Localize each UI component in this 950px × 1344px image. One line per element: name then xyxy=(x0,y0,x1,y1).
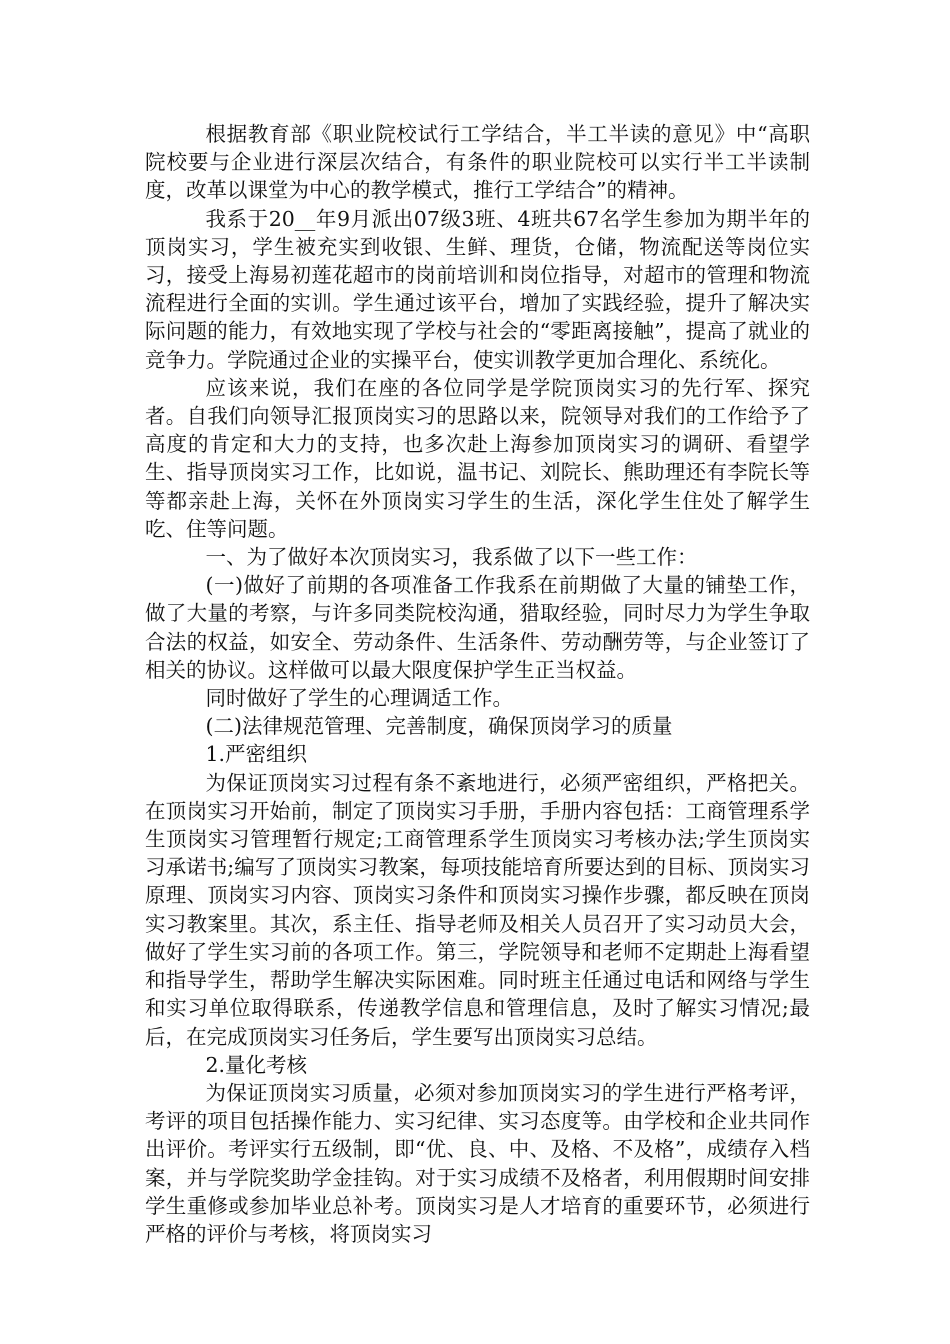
subsection-heading-2: (二)法律规范管理、完善制度，确保顶岗学习的质量 xyxy=(205,714,673,739)
document-body xyxy=(145,120,810,1248)
item-heading-organization: 1.严密组织 xyxy=(205,742,308,767)
section-heading-1: 一、为了做好本次顶岗实习，我系做了以下一些工作： xyxy=(205,545,698,570)
paragraph-assessment: 为保证顶岗实习质量，必须对参加顶岗实习的学生进行严格考评，考评的项目包括操作能力、实习纪律、实习态度等。由学校和企业共同作出评价。考评实行五级制，即“优、良、中、及格、不及格”，成绩存入档案，并与学院奖助学金挂钩。对于实习成绩不及格者，利用假期时间安排学生重修或参加毕业总补考。顶岗实习是人才培育的重要环节，必须进行严格的评价与考核，将顶岗实习 xyxy=(145,1080,810,1246)
paragraph-dispatch: 我系于20__年9月派出07级3班、4班共67名学生参加为期半年的顶岗实习，学生被充实到收银、生鲜、理货，仓储，物流配送等岗位实习，接受上海易初莲花超市的岗前培训和岗位指导，对超市的管理和物流流程进行全面的实训。学生通过该平台，增加了实践经验，提升了解决实际问题的能力，有效地实现了学校与社会的“零距离接触”，提高了就业的竞争力。学院通过企业的实操平台，使实训教学更加合理化、系统化。 xyxy=(145,206,810,372)
paragraph-psychology: 同时做好了学生的心理调适工作。 xyxy=(205,686,513,711)
item-heading-assessment: 2.量化考核 xyxy=(205,1052,308,1077)
paragraph-intro: 根据教育部《职业院校试行工学结合，半工半读的意见》中“高职院校要与企业进行深层次结合，有条件的职业院校可以实行半工半读制度，改革以课堂为中心的教学模式，推行工学结合”的精神。 xyxy=(145,122,810,203)
paragraph-support: 应该来说，我们在座的各位同学是学院顶岗实习的先行军、探究者。自我们向领导汇报顶岗实习的思路以来，院领导对我们的工作给予了高度的肯定和大力的支持，也多次赴上海参加顶岗实习的调研、看望学生、指导顶岗实习工作，比如说，温书记、刘院长、熊助理还有李院长等等都亲赴上海，关怀在外顶岗实习学生的生活，深化学生住处了解学生吃、住等问题。 xyxy=(145,375,810,541)
paragraph-organization: 为保证顶岗实习过程有条不紊地进行，必须严密组织，严格把关。在顶岗实习开始前，制定了顶岗实习手册，手册内容包括：工商管理系学生顶岗实习管理暂行规定;工商管理系学生顶岗实习考核办法;学生顶岗实习承诺书;编写了顶岗实习教案，每项技能培育所要达到的目标、顶岗实习原理、顶岗实习内容、顶岗实习条件和顶岗实习操作步骤，都反映在顶岗实习教案里。其次，系主任、指导老师及相关人员召开了实习动员大会，做好了学生实习前的各项工作。第三，学院领导和老师不定期赴上海看望和指导学生，帮助学生解决实际困难。同时班主任通过电话和网络与学生和实习单位取得联系，传递教学信息和管理信息，及时了解实习情况;最后，在完成顶岗实习任务后，学生要写出顶岗实习总结。 xyxy=(145,770,810,1049)
paragraph-preparation: (一)做好了前期的各项准备工作我系在前期做了大量的铺垫工作，做了大量的考察，与许多同类院校沟通，猎取经验，同时尽力为学生争取合法的权益，如安全、劳动条件、生活条件、劳动酬劳等，与企业签订了相关的协议。这样做可以最大限度保护学生正当权益。 xyxy=(145,573,810,682)
